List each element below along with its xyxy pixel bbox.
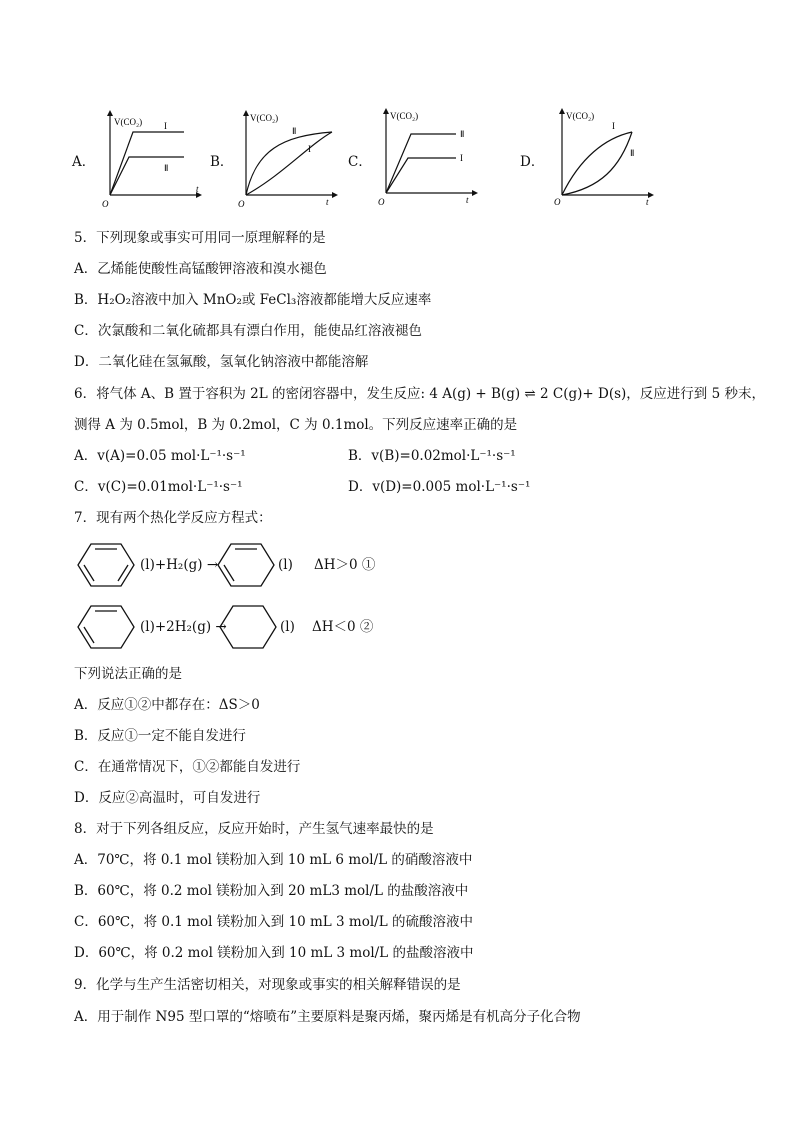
x-axis-arrow <box>332 192 338 198</box>
cyclohexane-structure <box>216 604 280 650</box>
origin-label: O <box>238 199 245 209</box>
curve-i-label: I <box>308 144 311 154</box>
benzene-structure <box>74 542 138 588</box>
curve-ii <box>386 134 456 193</box>
q8-option-d: D．60℃，将 0.2 mol 镁粉加入到 10 mL 3 mol/L 的盐酸溶液中 <box>74 945 474 961</box>
q6-option-c: C．v(C)=0.01mol·L⁻¹·s⁻¹ <box>74 479 243 495</box>
q8-option-c: C．60℃，将 0.1 mol 镁粉加入到 10 mL 3 mol/L 的硫酸溶液中 <box>74 914 473 930</box>
curve-ii-label: Ⅱ <box>460 129 465 139</box>
eq1-reactant-text: (l)+H₂(g) → <box>140 557 219 573</box>
x-axis-arrow <box>472 190 478 196</box>
q7-option-a: A．反应①②中都存在：ΔS＞0 <box>74 697 260 713</box>
x-axis-label: t <box>466 195 469 205</box>
y-axis-arrow <box>243 110 249 116</box>
x-axis-arrow <box>648 192 654 198</box>
origin-label: O <box>554 197 561 207</box>
q8-stem: 8．对于下列各组反应，反应开始时，产生氢气速率最快的是 <box>74 821 434 837</box>
curve-i-label: I <box>164 121 167 131</box>
y-axis-label: V(CO₂) <box>390 111 419 121</box>
x-axis-label: t <box>196 184 199 194</box>
q9-stem: 9．化学与生产生活密切相关，对现象或事实的相关解释错误的是 <box>74 977 461 993</box>
curve-i <box>110 132 184 195</box>
graph-option-b-label: B． <box>210 154 234 170</box>
q5-stem: 5．下列现象或事实可用同一原理解释的是 <box>74 230 326 246</box>
q7-prompt: 下列说法正确的是 <box>74 666 182 682</box>
y-axis-label: V(CO₂) <box>566 111 595 121</box>
y-axis-label: V(CO₂) <box>250 113 279 123</box>
cyclohexadiene-structure-2 <box>74 604 138 650</box>
curve-i <box>386 158 456 193</box>
graph-option-d-label: D． <box>520 154 545 170</box>
graph-c <box>374 108 484 208</box>
q6-stem-line2: 测得 A 为 0.5mol，B 为 0.2mol，C 为 0.1mol。下列反应速率正确的是 <box>74 417 518 433</box>
graph-option-a-label: A． <box>72 154 96 170</box>
y-axis-label: V(CO₂) <box>114 117 143 127</box>
curve-ii-label: Ⅱ <box>292 126 297 136</box>
curve-ii-label: Ⅱ <box>164 163 169 173</box>
q5-option-d: D．二氧化硅在氢氟酸，氢氧化钠溶液中都能溶解 <box>74 354 369 370</box>
y-axis-arrow <box>383 108 389 114</box>
q7-option-b: B．反应①一定不能自发进行 <box>74 728 246 744</box>
origin-label: O <box>102 199 109 209</box>
eq2-reactant-text: (l)+2H₂(g) → <box>140 619 227 635</box>
q5-option-a: A．乙烯能使酸性高锰酸钾溶液和溴水褪色 <box>74 261 327 277</box>
x-axis-label: t <box>326 197 329 207</box>
cyclohexadiene-structure <box>214 542 278 588</box>
curve-i-label: I <box>460 153 463 163</box>
y-axis-arrow <box>559 108 565 114</box>
q6-option-b: B．v(B)=0.02mol·L⁻¹·s⁻¹ <box>348 448 516 464</box>
q6-stem-line1: 6．将气体 A、B 置于容积为 2L 的密闭容器中，发生反应: 4 A(g) + B(g) ⇌ 2 C(g)+ D(s)，反应进行到 5 秒末， <box>74 386 765 402</box>
graph-b <box>234 110 344 210</box>
graph-d <box>550 108 660 208</box>
curve-ii-label: Ⅱ <box>630 148 635 158</box>
q7-option-c: C．在通常情况下，①②都能自发进行 <box>74 759 301 775</box>
x-axis-label: t <box>646 197 649 207</box>
q5-option-c: C．次氯酸和二氧化硫都具有漂白作用，能使品红溶液褪色 <box>74 323 422 339</box>
q7-stem: 7．现有两个热化学反应方程式： <box>74 510 272 526</box>
q6-option-a: A．v(A)=0.05 mol·L⁻¹·s⁻¹ <box>74 448 246 464</box>
q8-option-a: A．70℃，将 0.1 mol 镁粉加入到 10 mL 6 mol/L 的硝酸溶液中 <box>74 852 473 868</box>
eq1-enthalpy: ΔH＞0 ① <box>314 557 376 573</box>
q5-option-b: B．H₂O₂溶液中加入 MnO₂或 FeCl₃溶液都能增大反应速率 <box>74 292 432 308</box>
graph-option-c-label: C． <box>348 154 372 170</box>
y-axis-arrow <box>107 110 113 116</box>
eq2-product-state: (l) <box>280 619 295 635</box>
q9-option-a: A．用于制作 N95 型口罩的“熔喷布”主要原料是聚丙烯，聚丙烯是有机高分子化合物 <box>74 1009 581 1025</box>
eq1-product-state: (l) <box>278 557 293 573</box>
graph-a <box>96 110 206 210</box>
curve-ii <box>110 157 184 195</box>
q8-option-b: B．60℃，将 0.2 mol 镁粉加入到 20 mL3 mol/L 的盐酸溶液中 <box>74 883 469 899</box>
q6-option-d: D．v(D)=0.005 mol·L⁻¹·s⁻¹ <box>348 479 531 495</box>
q7-option-d: D．反应②高温时，可自发进行 <box>74 790 261 806</box>
curve-i-label: I <box>612 121 615 131</box>
origin-label: O <box>378 197 385 207</box>
eq2-enthalpy: ΔH＜0 ② <box>312 619 374 635</box>
